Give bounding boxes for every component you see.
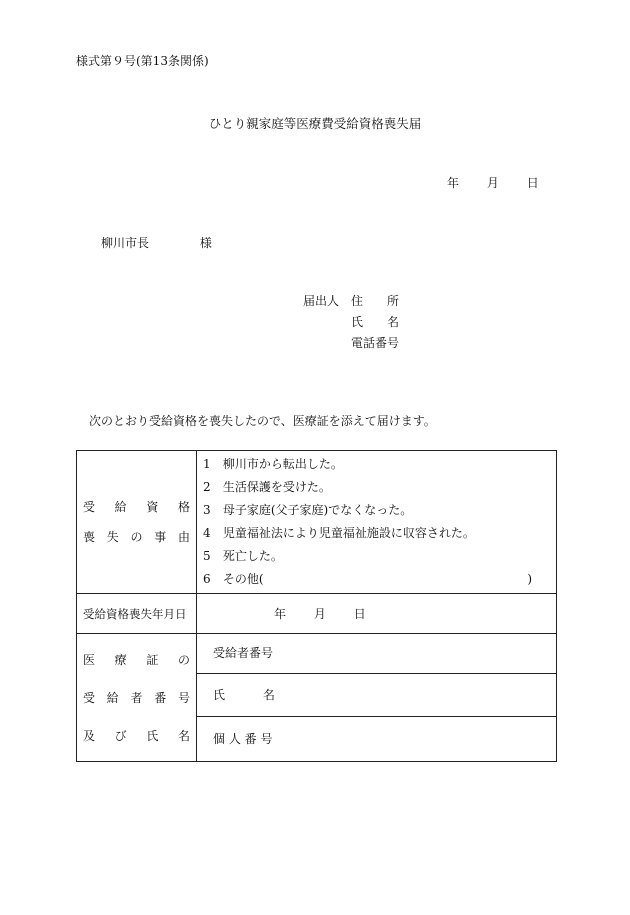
recipient-name-char-2: 名: [262, 688, 275, 702]
individual-number-field: 個 人 番 号: [213, 732, 273, 746]
notifier-address-char-2: 所: [386, 294, 399, 308]
reason-item: [203, 522, 556, 545]
reason-label-char: 由: [177, 530, 190, 544]
cert-label-line-1: [83, 641, 190, 679]
cert-label-char: 氏: [146, 728, 159, 743]
loss-date-year-unit: 年: [274, 607, 287, 621]
loss-date-month-unit: 月: [313, 607, 326, 621]
reason-text: その他(: [222, 572, 264, 586]
reason-number: 1: [203, 457, 211, 471]
addressee-name: 柳川市長: [101, 236, 150, 250]
reason-text: 児童福祉法により児童福祉施設に収容された。: [222, 526, 475, 540]
cert-label-char: 番: [154, 690, 167, 705]
cert-label-char: 療: [114, 652, 127, 667]
cert-label-char: の: [177, 652, 190, 667]
notifier-address-char-1: 住: [351, 294, 364, 308]
date-month-unit: 月: [486, 176, 499, 190]
reason-text: 柳川市から転出した。: [222, 457, 343, 471]
reason-label-char: の: [130, 530, 143, 544]
document-title: ひとり親家庭等医療費受給資格喪失届: [208, 116, 422, 131]
addressee-honorific: 様: [199, 236, 212, 250]
reason-label-cell: [77, 451, 197, 594]
cert-label-char: 号: [177, 690, 190, 705]
loss-date-label: 受給資格喪失年月日: [77, 594, 197, 634]
reason-list: [197, 451, 556, 593]
reason-label-line-2: [83, 525, 190, 549]
reason-list-cell: [197, 451, 557, 594]
recipient-name-field: [197, 674, 556, 717]
cert-label-char: び: [114, 728, 127, 743]
date-line: [447, 174, 539, 191]
reason-number: 6: [203, 572, 211, 586]
reason-number: 3: [203, 503, 211, 517]
certificate-row: [77, 634, 557, 762]
reason-label-char: 格: [177, 500, 190, 514]
date-day-unit: 日: [526, 176, 539, 190]
cert-label-char: 及: [83, 728, 96, 743]
notifier-name-char-2: 名: [386, 315, 399, 329]
notifier-phone-label: 電話番号: [351, 336, 400, 350]
notifier-name-char-1: 氏: [351, 315, 364, 329]
reason-item: [203, 545, 556, 568]
date-year-unit: 年: [447, 176, 460, 190]
recipient-number-field: 受給者番号: [197, 634, 556, 674]
cert-label-char: 受: [83, 690, 96, 705]
reason-label-char: 喪: [83, 530, 96, 544]
reason-label-char: 受: [83, 500, 96, 514]
certificate-details-cell: [197, 634, 557, 762]
cert-label-char: 医: [83, 652, 96, 667]
cert-label-char: 給: [106, 690, 119, 705]
addressee: [101, 234, 212, 251]
reason-label-char: 事: [154, 530, 167, 544]
cert-label-char: 者: [130, 690, 143, 705]
reason-label-char: 給: [114, 500, 127, 514]
notifier-name-label: [351, 313, 399, 330]
reason-number: 2: [203, 480, 211, 494]
form-number: 様式第９号(第13条関係): [76, 54, 209, 68]
reason-number: 4: [203, 526, 211, 540]
reason-item: [203, 499, 556, 522]
recipient-name-char-1: 氏: [213, 688, 226, 702]
notifier-address-label: [351, 292, 399, 309]
reason-label-char: 資: [146, 500, 159, 514]
loss-date-cell: [197, 594, 557, 634]
loss-date-day-unit: 日: [353, 607, 366, 621]
reason-text: 死亡した。: [222, 549, 283, 563]
reason-label-line-1: [83, 495, 190, 519]
cert-label-line-2: [83, 679, 190, 717]
reason-row: [77, 451, 557, 594]
notification-table: [76, 450, 557, 762]
reason-item-other: [203, 568, 556, 591]
reason-label-char: 失: [106, 530, 119, 544]
statement: 次のとおり受給資格を喪失したので、医療証を添えて届けます。: [89, 414, 436, 428]
reason-item: [203, 476, 556, 499]
reason-text: 生活保護を受けた。: [222, 480, 331, 494]
loss-date-row: [77, 594, 557, 634]
cert-label-char: 名: [177, 728, 190, 743]
reason-number: 5: [203, 549, 211, 563]
notifier-label: 届出人: [303, 294, 340, 308]
reason-item: [203, 453, 556, 476]
certificate-label-cell: [77, 634, 197, 762]
reason-text: 母子家庭(父子家庭)でなくなった。: [222, 503, 413, 517]
cert-label-line-3: [83, 717, 190, 755]
other-close-paren: ): [527, 572, 532, 586]
cert-label-char: 証: [146, 652, 159, 667]
